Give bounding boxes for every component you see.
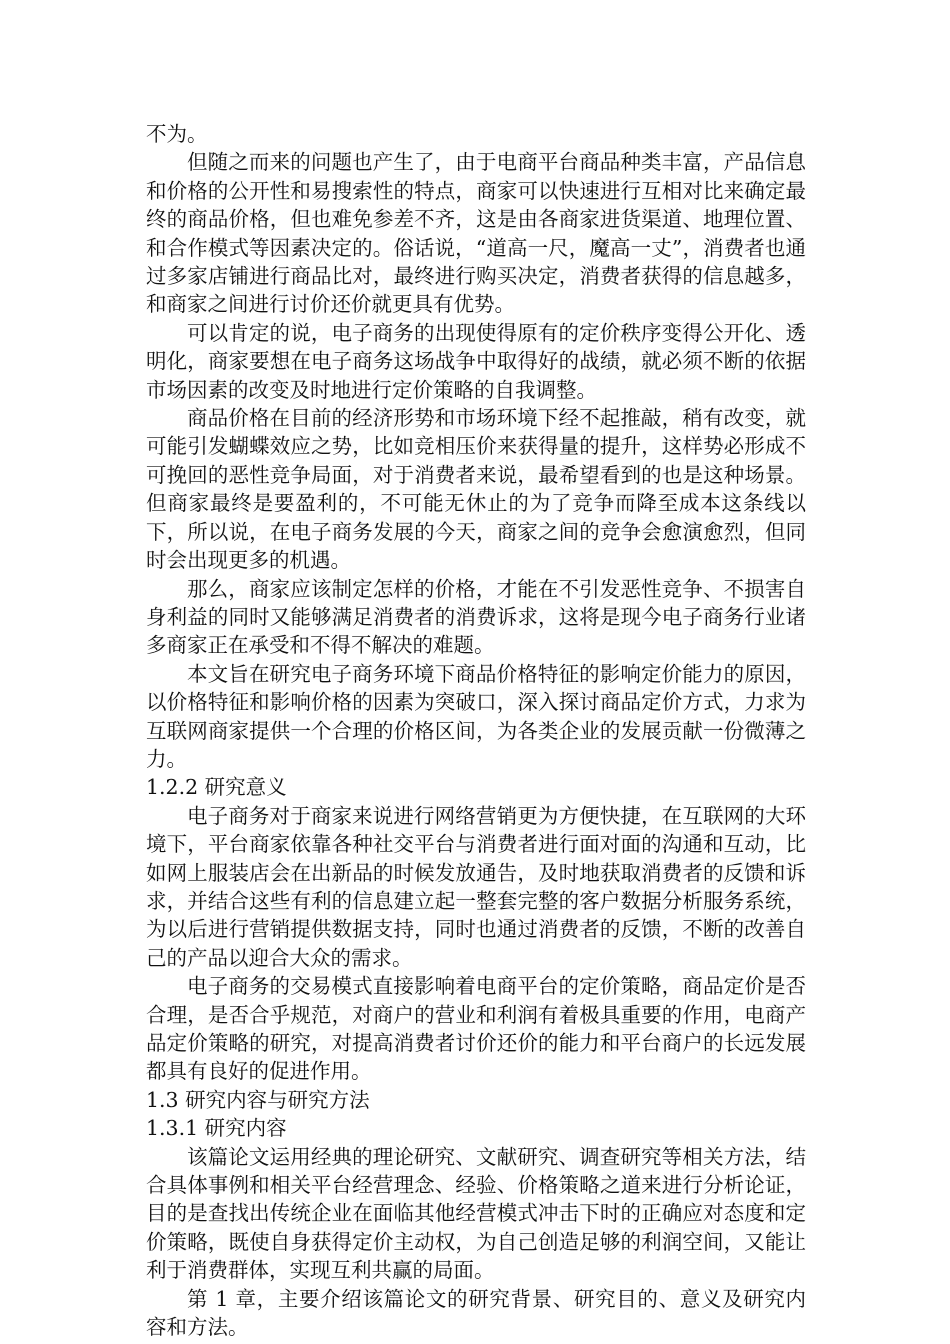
paragraph-body: 第 1 章，主要介绍该篇论文的研究背景、研究目的、意义及研究内容和方法。	[146, 1286, 806, 1340]
document-page	[146, 120, 806, 1341]
section-heading: 1.2.2 研究意义	[146, 775, 287, 800]
paragraph-body: 那么，商家应该制定怎样的价格，才能在不引发恶性竞争、不损害自身利益的同时又能够满足消费者的消费诉求，这将是现今电子商务行业诸多商家正在承受和不得不解决的难题。	[146, 576, 806, 658]
paragraph-body: 电子商务对于商家来说进行网络营销更为方便快捷，在互联网的大环境下，平台商家依靠各种社交平台与消费者进行面对面的沟通和互动，比如网上服装店会在出新品的时候发放通告，及时地获取消费者的反馈和诉求，并结合这些有利的信息建立起一整套完整的客户数据分析服务系统，为以后进行营销提供数据支持，同时也通过消费者的反馈，不断的改善自己的产品以迎合大众的需求。	[146, 803, 806, 970]
paragraph-body: 该篇论文运用经典的理论研究、文献研究、调查研究等相关方法，结合具体事例和相关平台经营理念、经验、价格策略之道来进行分析论证，目的是查找出传统企业在面临其他经营模式冲击下时的正确应对态度和定价策略，既使自身获得定价主动权，为自己创造足够的利润空间，又能让利于消费群体，实现互利共赢的局面。	[146, 1144, 806, 1283]
paragraph-body: 商品价格在目前的经济形势和市场环境下经不起推敲，稍有改变，就可能引发蝴蝶效应之势，比如竞相压价来获得量的提升，这样势必形成不可挽回的恶性竞争局面，对于消费者来说，最希望看到的也是这种场景。但商家最终是要盈利的，不可能无休止的为了竞争而降至成本这条线以下，所以说，在电子商务发展的今天，商家之间的竞争会愈演愈烈，但同时会出现更多的机遇。	[146, 406, 806, 573]
paragraph-body: 但随之而来的问题也产生了，由于电商平台商品种类丰富，产品信息和价格的公开性和易搜索性的特点，商家可以快速进行互相对比来确定最终的商品价格，但也难免参差不齐，这是由各商家进货渠道、地理位置、和合作模式等因素决定的。俗话说，“道高一尺，魔高一丈”，消费者也通过多家店铺进行商品比对，最终进行购买决定，消费者获得的信息越多，和商家之间进行讨价还价就更具有优势。	[146, 150, 806, 317]
paragraph-continuation: 不为。	[146, 122, 208, 146]
paragraph-body: 电子商务的交易模式直接影响着电商平台的定价策略，商品定价是否合理，是否合乎规范，对商户的营业和利润有着极具重要的作用，电商产品定价策略的研究，对提高消费者讨价还价的能力和平台商户的长远发展都具有良好的促进作用。	[146, 974, 806, 1084]
paragraph-body: 本文旨在研究电子商务环境下商品价格特征的影响定价能力的原因，以价格特征和影响价格的因素为突破口，深入探讨商品定价方式，力求为互联网商家提供一个合理的价格区间，为各类企业的发展贡献一份微薄之力。	[146, 661, 806, 771]
paragraph-body: 可以肯定的说，电子商务的出现使得原有的定价秩序变得公开化、透明化，商家要想在电子商务这场战争中取得好的战绩，就必须不断的依据市场因素的改变及时地进行定价策略的自我调整。	[146, 320, 806, 402]
section-heading: 1.3 研究内容与研究方法	[146, 1087, 370, 1112]
section-heading: 1.3.1 研究内容	[146, 1116, 287, 1141]
